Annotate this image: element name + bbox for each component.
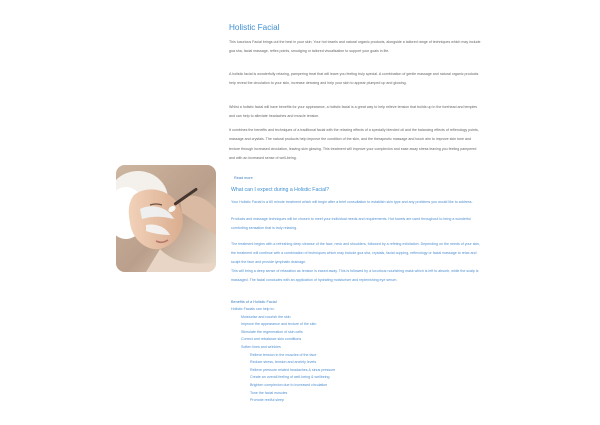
list-item: Correct and rebalance skin conditions: [241, 337, 302, 342]
list-item: Relieve tension in the muscles of the face: [250, 352, 317, 357]
benefits-intro: Holistic Facials can help to:: [231, 307, 275, 311]
faq-section: [231, 187, 483, 284]
list-item: Promote restful sleep: [250, 398, 284, 403]
faq-paragraph-1: Your Holistic Facial is a 60 minute treatment which will begin after a brief consultation to establish skin type and any problems you would like to address.: [231, 200, 473, 204]
faq-paragraph-2: Products and massage techniques will be chosen to meet your individual needs and requirements. Hot towels are used throughout to bring a wonderful comforting sensation that is truly relaxing.: [231, 216, 471, 230]
list-item: Soften lines and wrinkles: [241, 344, 281, 349]
intro-paragraph-1: This luxurious Facial brings out the best in your skin. Your hot towels and natural organic products, alongside a tailored range of techniques which may include gua sha, facial massage, reflex points, smudging or tailored visualisation to support your goals in life.: [229, 40, 481, 54]
list-item: Brighten complexion due to increased circulation: [250, 382, 328, 387]
list-item: Relieve pressure related headaches & sinus pressure: [250, 367, 336, 372]
benefits-list: [231, 306, 483, 405]
list-item: Create an overall feeling of well-being & wellbeing: [250, 375, 330, 380]
page-title: Holistic Facial: [229, 23, 280, 32]
list-item: Improve the appearance and texture of the skin: [241, 322, 317, 327]
facial-treatment-photo: [116, 165, 216, 272]
benefits-section: [231, 300, 483, 405]
faq-paragraph-4: This will bring a deep sense of relaxation as tension is eased away. This is followed by a luxurious nourishing mask which is left to absorb, while the scalp is massaged. The facial concludes with an application of hydrating moisturiser and replenishing eye serum.: [231, 268, 479, 282]
list-item: Moisturise and nourish the skin: [241, 314, 291, 319]
intro-paragraph-3: Whilst a holistic facial will have benefits for your appearance, a holistic facial is a great way to help relieve tension that builds up in the forehead and temples and can help to alleviate headaches and muscle tension.: [229, 105, 478, 119]
benefits-title: Benefits of a Holistic Facial: [231, 300, 277, 304]
intro-paragraph-2: A holistic facial is wonderfully relaxing, pampering treat that will leave you feeling truly special. A combination of gentle massage and natural organic products help reveal the circulation to your skin, increase detoxing and help your skin to appear plumped up and glowing.: [229, 72, 479, 86]
list-item: Stimulate the regeneration of skin cells: [241, 329, 303, 334]
list-item: Tone the facial muscles: [250, 390, 288, 395]
intro-paragraph-4: It combines the benefits and techniques of a traditional facial with the relaxing effects of a specially blended oil and the balancing effects of reflexology points, massage and crystals. The natural products help improve the condition of the skin, and the therapeutic massage and touch aim to improve skin tone and texture through increased circulation, leaving skin glowing. This treatment will improve your complexion and ease away stress leaving you feeling pampered and with an increased sense of well-being.: [229, 128, 479, 161]
list-item: Reduce stress, tension and anxiety levels: [250, 360, 317, 365]
read-more-link[interactable]: Read more: [234, 176, 253, 180]
faq-title: What can I expect during a Holistic Facial?: [231, 187, 330, 193]
faq-paragraph-3: The treatment begins with a refreshing deep cleanse of the face, neck and shoulders, followed by a refining exfoliation. Depending on the needs of your skin, the treatment will continue with a combination of techniques which may include gua sha, crystals, facial cupping, reflexology or facial massage to relax and sculpt the face and provide lymphatic drainage.: [231, 242, 481, 264]
